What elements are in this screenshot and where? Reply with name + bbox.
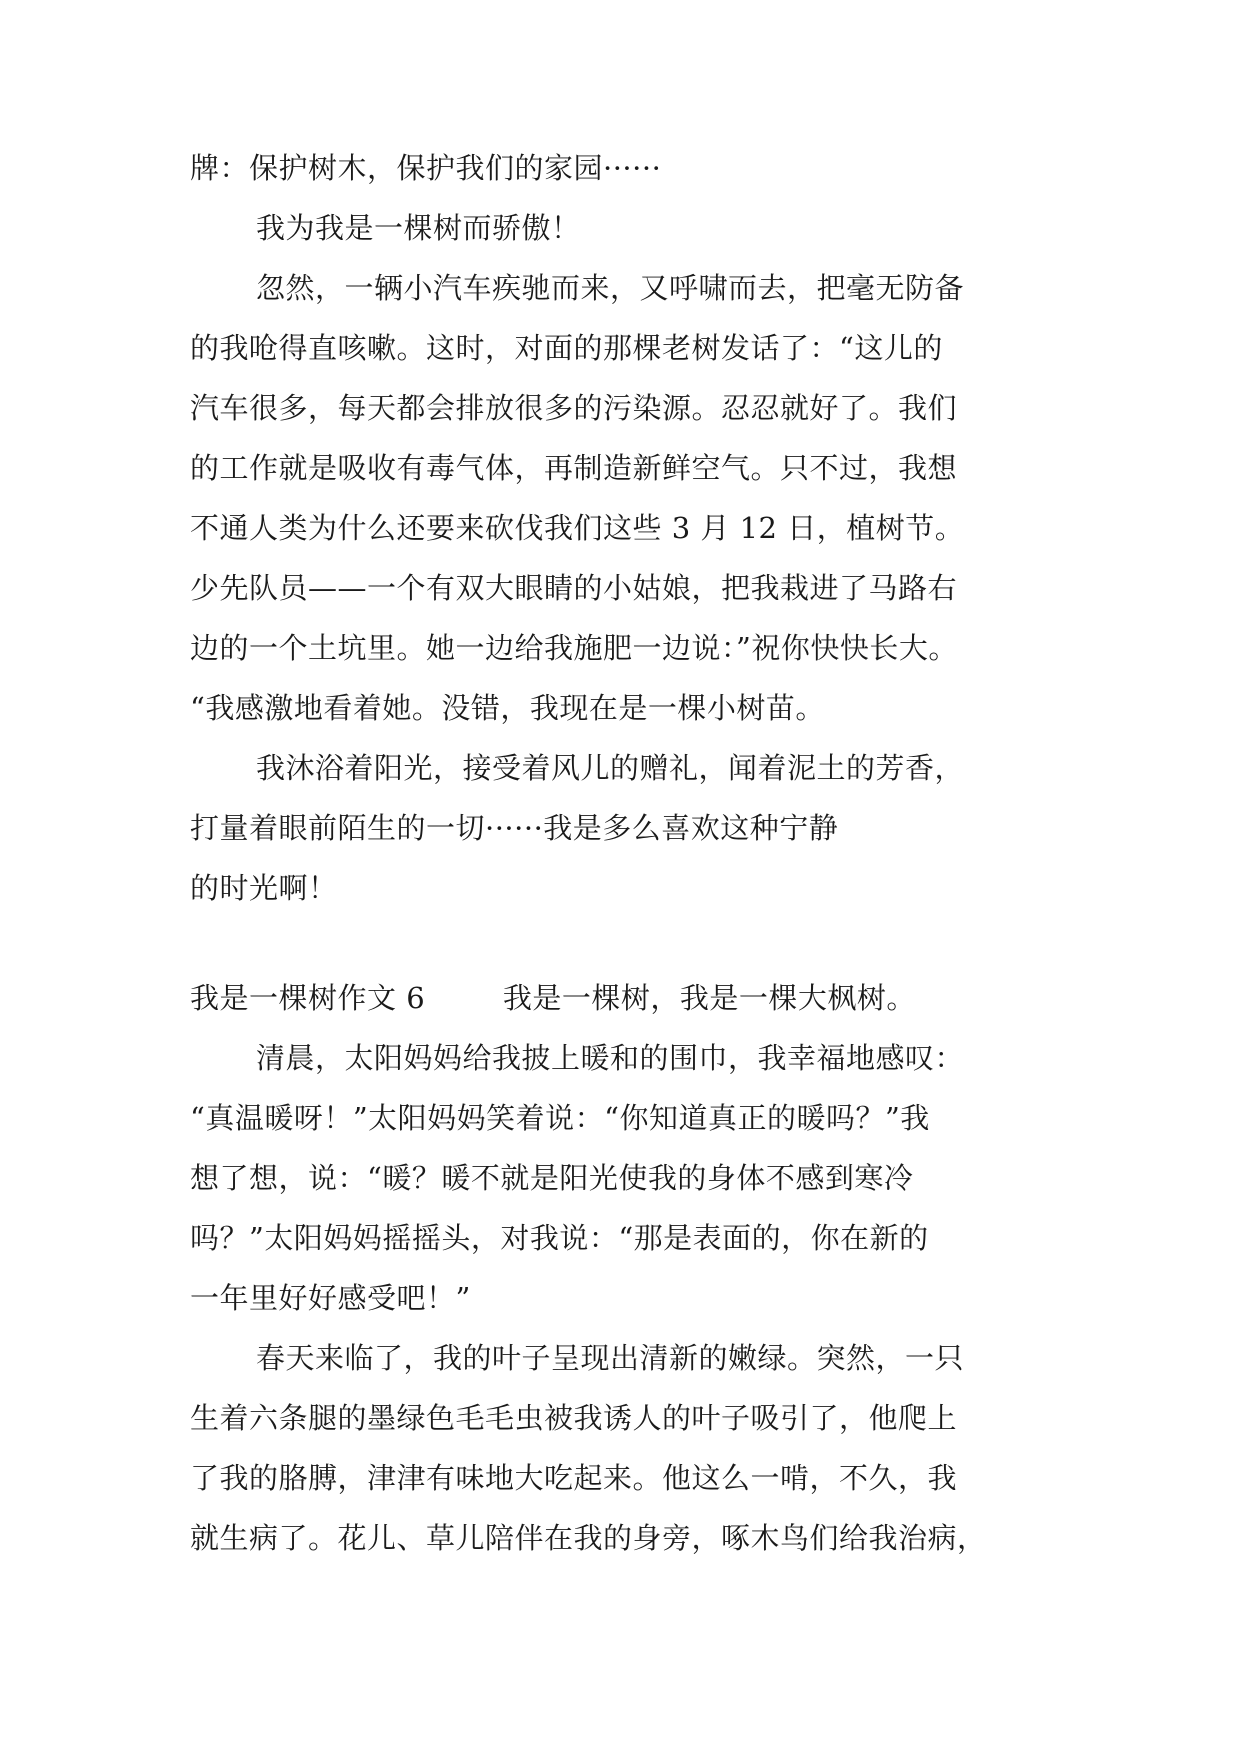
text-line: 吗？”太阳妈妈摇摇头，对我说：“那是表面的，你在新的 [190, 1221, 929, 1255]
text-line: 生着六条腿的墨绿色毛毛虫被我诱人的叶子吸引了，他爬上 [190, 1401, 958, 1435]
text-line: 一年里好好感受吧！” [190, 1281, 471, 1315]
text-line: 边的一个土坑里。她一边给我施肥一边说：”祝你快快长大。 [190, 631, 958, 665]
text-line: 少先队员——一个有双大眼睛的小姑娘，把我栽进了马路右 [190, 571, 958, 605]
essay-heading-line: 我是一棵树作文 6 我是一棵树，我是一棵大枫树。 [190, 981, 916, 1015]
text-line: 牌：保护树木，保护我们的家园······ [190, 151, 662, 185]
text-line: “我感激地看着她。没错，我现在是一棵小树苗。 [190, 691, 825, 725]
text-line: 的时光啊！ [190, 871, 338, 905]
text-line: 了我的胳膊，津津有味地大吃起来。他这么一啃，不久，我 [190, 1461, 958, 1495]
paragraph-first-line: 我沐浴着阳光，接受着风儿的赠礼，闻着泥土的芳香， [256, 751, 965, 785]
text-line: 的我呛得直咳嗽。这时，对面的那棵老树发话了：“这儿的 [190, 331, 943, 365]
paragraph-first-line: 清晨，太阳妈妈给我披上暖和的围巾，我幸福地感叹： [256, 1041, 965, 1075]
paragraph-first-line: 我为我是一棵树而骄傲！ [256, 211, 581, 245]
text-line: 就生病了。花儿、草儿陪伴在我的身旁，啄木鸟们给我治病， [190, 1521, 987, 1555]
text-line: “真温暖呀！”太阳妈妈笑着说：“你知道真正的暖吗？”我 [190, 1101, 930, 1135]
paragraph-first-line: 春天来临了，我的叶子呈现出清新的嫩绿。突然，一只 [256, 1341, 965, 1375]
paragraph-first-line: 忽然，一辆小汽车疾驰而来，又呼啸而去，把毫无防备 [256, 271, 965, 305]
text-line: 不通人类为什么还要来砍伐我们这些 3 月 12 日，植树节。 [190, 511, 965, 545]
text-line: 打量着眼前陌生的一切······我是多么喜欢这种宁静 [190, 811, 839, 845]
text-line: 汽车很多，每天都会排放很多的污染源。忍忍就好了。我们 [190, 391, 958, 425]
text-line: 想了想，说：“暖？暖不就是阳光使我的身体不感到寒冷 [190, 1161, 914, 1195]
text-line: 的工作就是吸收有毒气体，再制造新鲜空气。只不过，我想 [190, 451, 958, 485]
